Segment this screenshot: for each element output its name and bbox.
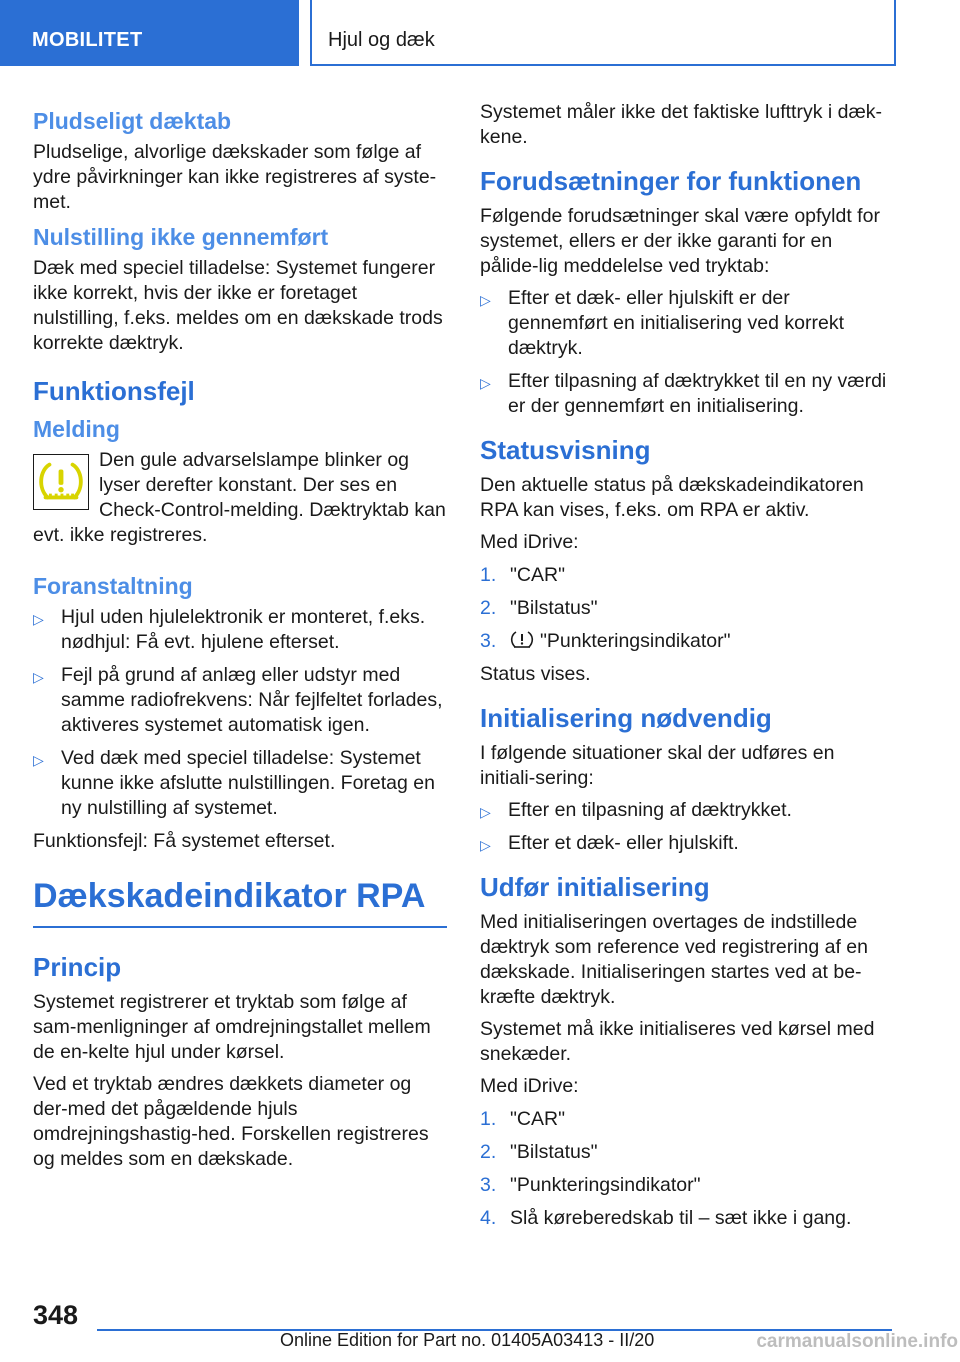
text-udfoer-1: Med initialiseringen overtages de indstillede dæktryk som reference ved registrering af en dækskade. Initialiseringen startes ved at be-kræfte dæktryk. xyxy=(480,911,869,1008)
text-initialisering: I følgende situationer skal der udføres en initiali-sering: xyxy=(480,742,835,789)
text-forudsaetninger: Følgende forudsætninger skal være opfyldt for systemet, ellers er der ikke garanti for en pålide-lig meddelelse ved tryktab: xyxy=(480,205,880,277)
initialisering-list xyxy=(480,798,892,856)
text-princip-1: Systemet registrerer et tryktab som følge af sam-menligninger af omdrejningstallet mellem de en-kelte hjul under kørsel. xyxy=(33,991,431,1063)
section-tab: MOBILITET xyxy=(0,0,299,66)
text-pludseligt: Pludselige, alvorlige dækskader som følge af ydre påvirkninger kan ikke registreres af syste-met. xyxy=(33,141,437,213)
list-item: ▷ Efter en tilpasning af dæktrykket. xyxy=(480,799,792,821)
list-item: 3. "Punkteringsindikator" xyxy=(480,1174,701,1196)
triangle-bullet-icon: ▷ xyxy=(480,837,491,853)
triangle-bullet-icon: ▷ xyxy=(480,375,491,391)
foranstaltning-list xyxy=(33,605,447,821)
triangle-bullet-icon: ▷ xyxy=(480,804,491,820)
initialisering-steps xyxy=(480,1107,892,1231)
heading-melding: Melding xyxy=(33,416,120,442)
text-princip-2: Ved et tryktab ændres dækkets diameter og der-med det pågældende hjuls omdrejningshastig-hed. Forskellen registreres og meldes som en dækskade. xyxy=(33,1073,429,1170)
list-item: ▷ Hjul uden hjulelektronik er monteret, f.eks. nødhjul: Få evt. hjulene efterset. xyxy=(33,606,426,653)
list-item: 1. "CAR" xyxy=(480,564,566,586)
page-header xyxy=(0,0,960,66)
heading-funktionsfejl: Funktionsfejl xyxy=(33,376,195,406)
page-number: 348 xyxy=(33,1300,79,1330)
list-item: ▷ Efter et dæk- eller hjulskift er der gennemført en initialisering ved korrekt dæktryk. xyxy=(480,287,844,359)
list-item: 2. "Bilstatus" xyxy=(480,597,598,619)
triangle-bullet-icon: ▷ xyxy=(33,669,44,685)
text-intro: Systemet måler ikke det faktiske lufttryk i dæk-kene. xyxy=(480,101,883,148)
melding-block xyxy=(33,448,447,555)
chapter-title: Hjul og dæk xyxy=(310,0,896,66)
text-idrive-1: Med iDrive: xyxy=(480,531,579,553)
list-item: 3. "Punkteringsindikator" xyxy=(480,630,731,652)
heading-initialisering: Initialisering nødvendig xyxy=(480,703,772,733)
right-column xyxy=(480,100,892,1239)
heading-foranstaltning: Foranstaltning xyxy=(33,573,193,599)
list-item: ▷ Ved dæk med speciel tilladelse: Systemet kunne ikke afslutte nulstillingen. Foretag en ny nulstilling af systemet. xyxy=(33,747,435,819)
heading-udfoer: Udfør initialisering xyxy=(480,872,710,902)
list-item: 2. "Bilstatus" xyxy=(480,1141,598,1163)
heading-pludseligt: Pludseligt dæktab xyxy=(33,108,232,134)
tire-pressure-warning-icon xyxy=(33,454,89,510)
heading-nulstilling: Nulstilling ikke gennemført xyxy=(33,224,329,250)
list-item: ▷ Efter et dæk- eller hjulskift. xyxy=(480,832,739,854)
tire-pressure-icon xyxy=(510,630,534,650)
status-steps xyxy=(480,563,892,654)
text-udfoer-2: Systemet må ikke initialiseres ved kørsel med snekæder. xyxy=(480,1018,875,1065)
text-funktionsfejl: Funktionsfejl: Få systemet efterset. xyxy=(33,830,336,852)
edition-text: Online Edition for Part no. 01405A03413 - II/20 xyxy=(280,1330,655,1350)
heading-princip: Princip xyxy=(33,952,122,982)
text-status: Den aktuelle status på dækskadeindikatoren RPA kan vises, f.eks. om RPA er aktiv. xyxy=(480,474,864,521)
triangle-bullet-icon: ▷ xyxy=(480,292,491,308)
list-item: 4. Slå køreberedskab til – sæt ikke i gang. xyxy=(480,1207,852,1229)
heading-statusvisning: Statusvisning xyxy=(480,435,651,465)
watermark: carmanualsonline.info xyxy=(756,1331,958,1352)
list-item: 1. "CAR" xyxy=(480,1108,566,1130)
heading-forudsaetninger: Forudsætninger for funktionen xyxy=(480,166,862,196)
text-nulstilling: Dæk med speciel tilladelse: Systemet fungerer ikke korrekt, hvis der ikke er foretaget nulstilling, f.eks. meldes om en dækskade trods korrekte dæktryk. xyxy=(33,257,443,354)
text-status-vises: Status vises. xyxy=(480,663,591,685)
text-idrive-2: Med iDrive: xyxy=(480,1075,579,1097)
heading-rpa: Dækskadeindikator RPA xyxy=(33,874,447,928)
text-melding: Den gule advarselslampe blinker og lyser derefter konstant. Der ses en Check-Control-melding. Dæktryktab kan evt. ikke registreres. xyxy=(33,449,446,546)
list-item: ▷ Efter tilpasning af dæktrykket til en ny værdi er der gennemført en initialisering. xyxy=(480,370,887,417)
list-item: ▷ Fejl på grund af anlæg eller udstyr med samme radiofrekvens: Når fejlfeltet forlades, aktiveres systemet automatisk igen. xyxy=(33,664,443,736)
triangle-bullet-icon: ▷ xyxy=(33,611,44,627)
left-column xyxy=(33,100,447,1179)
triangle-bullet-icon: ▷ xyxy=(33,752,44,768)
forudsaetninger-list xyxy=(480,286,892,419)
